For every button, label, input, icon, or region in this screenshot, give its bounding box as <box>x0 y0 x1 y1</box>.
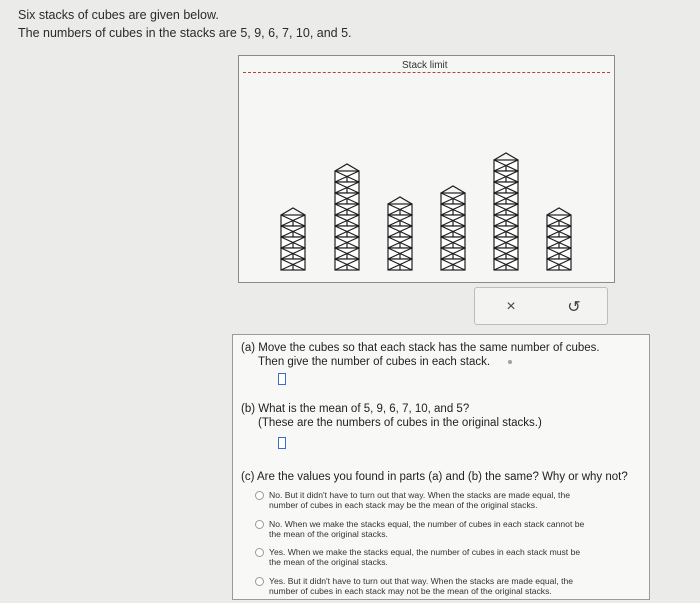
cube <box>388 259 412 270</box>
cube-top <box>441 186 465 193</box>
radio-button[interactable] <box>255 520 264 529</box>
cube <box>388 237 412 248</box>
option-4[interactable] <box>269 576 649 596</box>
cube-stack[interactable] <box>546 207 572 271</box>
radio-button[interactable] <box>255 491 264 500</box>
cube <box>281 237 305 248</box>
stack-limit-label: Stack limit <box>399 60 451 71</box>
cube-stack-drawing <box>440 185 466 271</box>
cube <box>388 215 412 226</box>
intro-line-2: The numbers of cubes in the stacks are 5, 9, 6, 7, 10, and 5. <box>18 26 352 40</box>
cube <box>441 237 465 248</box>
cube <box>494 215 518 226</box>
cube <box>335 182 359 193</box>
cube <box>494 171 518 182</box>
option-1-line-1: No. But it didn't have to turn out that way. When the stacks are made equal, the <box>269 490 570 500</box>
graph-toolbar <box>474 287 608 325</box>
cube <box>335 226 359 237</box>
cube <box>494 248 518 259</box>
answer-a-input[interactable] <box>278 373 286 385</box>
cube <box>494 160 518 171</box>
cube-stack[interactable] <box>280 207 306 271</box>
cube <box>547 237 571 248</box>
cube-top <box>494 153 518 160</box>
question-b-line-1: (b) What is the mean of 5, 9, 6, 7, 10, and 5? <box>241 403 470 415</box>
cube <box>441 193 465 204</box>
radio-button[interactable] <box>255 577 264 586</box>
cube-stacks-canvas[interactable] <box>238 55 615 283</box>
radio-button[interactable] <box>255 548 264 557</box>
cube <box>494 237 518 248</box>
clear-icon[interactable]: × <box>506 298 516 315</box>
option-2-line-2: the mean of the original stacks. <box>269 529 388 539</box>
question-a-line-2: Then give the number of cubes in each stack. <box>258 356 491 368</box>
problem-intro <box>18 6 352 42</box>
cube <box>494 259 518 270</box>
cube <box>547 215 571 226</box>
option-4-line-2: number of cubes in each stack may not be the mean of the original stacks. <box>269 586 552 596</box>
intro-line-1: Six stacks of cubes are given below. <box>18 8 219 22</box>
option-1[interactable] <box>269 490 649 510</box>
cube <box>281 259 305 270</box>
question-a <box>241 341 600 369</box>
cube <box>441 248 465 259</box>
cube-stack-drawing <box>493 152 519 271</box>
option-3[interactable] <box>269 547 649 567</box>
cube-top <box>388 197 412 204</box>
cube <box>441 204 465 215</box>
cube-stack[interactable] <box>440 185 466 271</box>
cube <box>547 226 571 237</box>
cube-top <box>335 164 359 171</box>
option-3-line-1: Yes. When we make the stacks equal, the number of cubes in each stack must be <box>269 547 581 557</box>
cube <box>441 259 465 270</box>
question-b <box>241 402 542 430</box>
cube <box>494 204 518 215</box>
cube <box>388 248 412 259</box>
cube <box>441 215 465 226</box>
question-a-line-1: (a) Move the cubes so that each stack has the same number of cubes. <box>241 342 600 354</box>
decorative-dot <box>508 360 512 364</box>
cube <box>494 182 518 193</box>
question-c: (c) Are the values you found in parts (a) and (b) the same? Why or why not? <box>241 471 628 483</box>
question-b-line-2: (These are the numbers of cubes in the original stacks.) <box>258 417 542 429</box>
cube <box>335 171 359 182</box>
cube <box>494 226 518 237</box>
stack-limit-line <box>243 72 610 73</box>
cube-stack-drawing <box>334 163 360 271</box>
cube <box>547 259 571 270</box>
cube-stack-drawing <box>387 196 413 271</box>
cube-top <box>281 208 305 215</box>
cube <box>494 193 518 204</box>
option-3-line-2: the mean of the original stacks. <box>269 557 388 567</box>
cube <box>335 259 359 270</box>
cube-stack[interactable] <box>387 196 413 271</box>
question-panel <box>232 334 650 600</box>
cube <box>335 215 359 226</box>
cube <box>281 226 305 237</box>
cube-stack-drawing <box>280 207 306 271</box>
cube <box>335 204 359 215</box>
cube-top <box>547 208 571 215</box>
cube-stack-drawing <box>546 207 572 271</box>
cube <box>281 248 305 259</box>
option-1-line-2: number of cubes in each stack may be the mean of the original stacks. <box>269 500 538 510</box>
cube-stack[interactable] <box>493 152 519 271</box>
cube <box>388 204 412 215</box>
cube <box>335 237 359 248</box>
cube-stack[interactable] <box>334 163 360 271</box>
cube <box>281 215 305 226</box>
cube <box>441 226 465 237</box>
option-2[interactable] <box>269 519 649 539</box>
cube <box>335 248 359 259</box>
undo-icon[interactable]: ↺ <box>567 299 581 316</box>
option-2-line-1: No. When we make the stacks equal, the number of cubes in each stack cannot be <box>269 519 585 529</box>
answer-b-input[interactable] <box>278 437 286 449</box>
option-4-line-1: Yes. But it didn't have to turn out that way. When the stacks are made equal, the <box>269 576 574 586</box>
cube <box>547 248 571 259</box>
cube <box>335 193 359 204</box>
cube <box>388 226 412 237</box>
